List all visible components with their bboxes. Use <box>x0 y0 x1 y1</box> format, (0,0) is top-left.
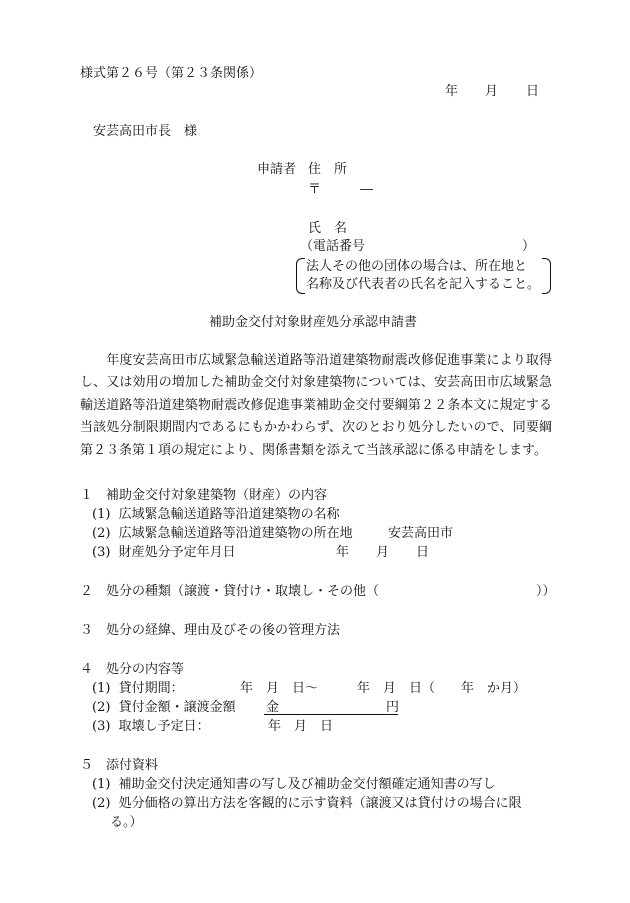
date-year-label: 年 <box>445 84 459 99</box>
body-paragraph: 年度安芸高田市広域緊急輸送道路等沿道建築物耐震改修促進事業により取得し、又は効用の増加した補助金交付対象建築物については、安芸高田市広域緊急輸送道路等沿道建築物耐震改修促進事業補助金交付要綱第２２条本文に規定する当該処分制限期間内であるにもかかわらず、次のとおり処分したいので、同要綱第２３条第１項の規定により、関係書類を添えて当該承認に係る申請をします。 <box>80 353 552 458</box>
section-1-item-3: (3) 財産処分予定年月日 <box>92 545 236 560</box>
section-1-month: 月 <box>376 545 390 560</box>
section-1-item-1: (1) 広域緊急輸送道路等沿道建築物の名称 <box>92 507 340 522</box>
note-bracket-right <box>542 258 551 294</box>
section-4-item-3-label: (3) 取壊し予定日： <box>92 719 210 734</box>
section-5-item-1: (1) 補助金交付決定通知書の写し及び補助金交付額確定通知書の写し <box>92 777 496 792</box>
section-1-heading: １ 補助金交付対象建築物（財産）の内容 <box>80 488 328 503</box>
note-line-1: 法人その他の団体の場合は、所在地と <box>306 259 528 274</box>
section-4-item-1-label: (1) 貸付期間： <box>92 681 184 696</box>
applicant-label: 申請者 <box>257 162 297 177</box>
name-label: 氏 名 <box>308 221 348 236</box>
phone-close: ） <box>522 239 536 254</box>
section-1-year: 年 <box>336 545 350 560</box>
note-bracket-left <box>296 258 305 294</box>
section-1-day: 日 <box>416 545 430 560</box>
section-4-heading: ４ 処分の内容等 <box>80 662 185 677</box>
section-5-heading: ５ 添付資料 <box>80 758 159 773</box>
document-title: 補助金交付対象財産処分承認申請書 <box>209 315 418 330</box>
date-month-label: 月 <box>485 84 499 99</box>
section-5-item-2-line-2: る。） <box>110 815 143 830</box>
postal-mark: 〒 <box>308 182 322 197</box>
section-1-item-2-value: 安芸高田市 <box>388 526 454 541</box>
section-5-item-2-line-1: (2) 処分価格の算出方法を客観的に示す資料（譲渡又は貸付けの場合に限 <box>92 796 522 811</box>
amount-underline <box>264 714 398 715</box>
addressee: 安芸高田市長 様 <box>93 124 198 139</box>
phone-open: （電話番号 <box>300 239 366 254</box>
note-line-2: 名称及び代表者の氏名を記入すること。 <box>306 277 541 292</box>
address-label: 住 所 <box>308 162 348 177</box>
section-4-item-3-date: 年 月 日 <box>268 719 334 734</box>
section-4-item-1-range: 年 月 日～ 年 月 日（ 年 か月） <box>240 681 527 696</box>
section-4-item-2-label: (2) 貸付金額・譲渡金額 <box>92 700 236 715</box>
section-1-item-2: (2) 広域緊急輸送道路等沿道建築物の所在地 <box>92 526 353 541</box>
postal-dash: ― <box>360 182 373 197</box>
section-2-heading: ２ 処分の種類（譲渡・貸付け・取壊し・その他（ <box>80 584 380 599</box>
amount-suffix: 円 <box>386 700 400 715</box>
section-3-heading: ３ 処分の経緯、理由及びその後の管理方法 <box>80 623 341 638</box>
amount-prefix: 金 <box>266 700 280 715</box>
form-number: 様式第２６号（第２３条関係） <box>80 66 263 81</box>
section-2-close: ）） <box>536 584 556 599</box>
date-day-label: 日 <box>526 84 540 99</box>
